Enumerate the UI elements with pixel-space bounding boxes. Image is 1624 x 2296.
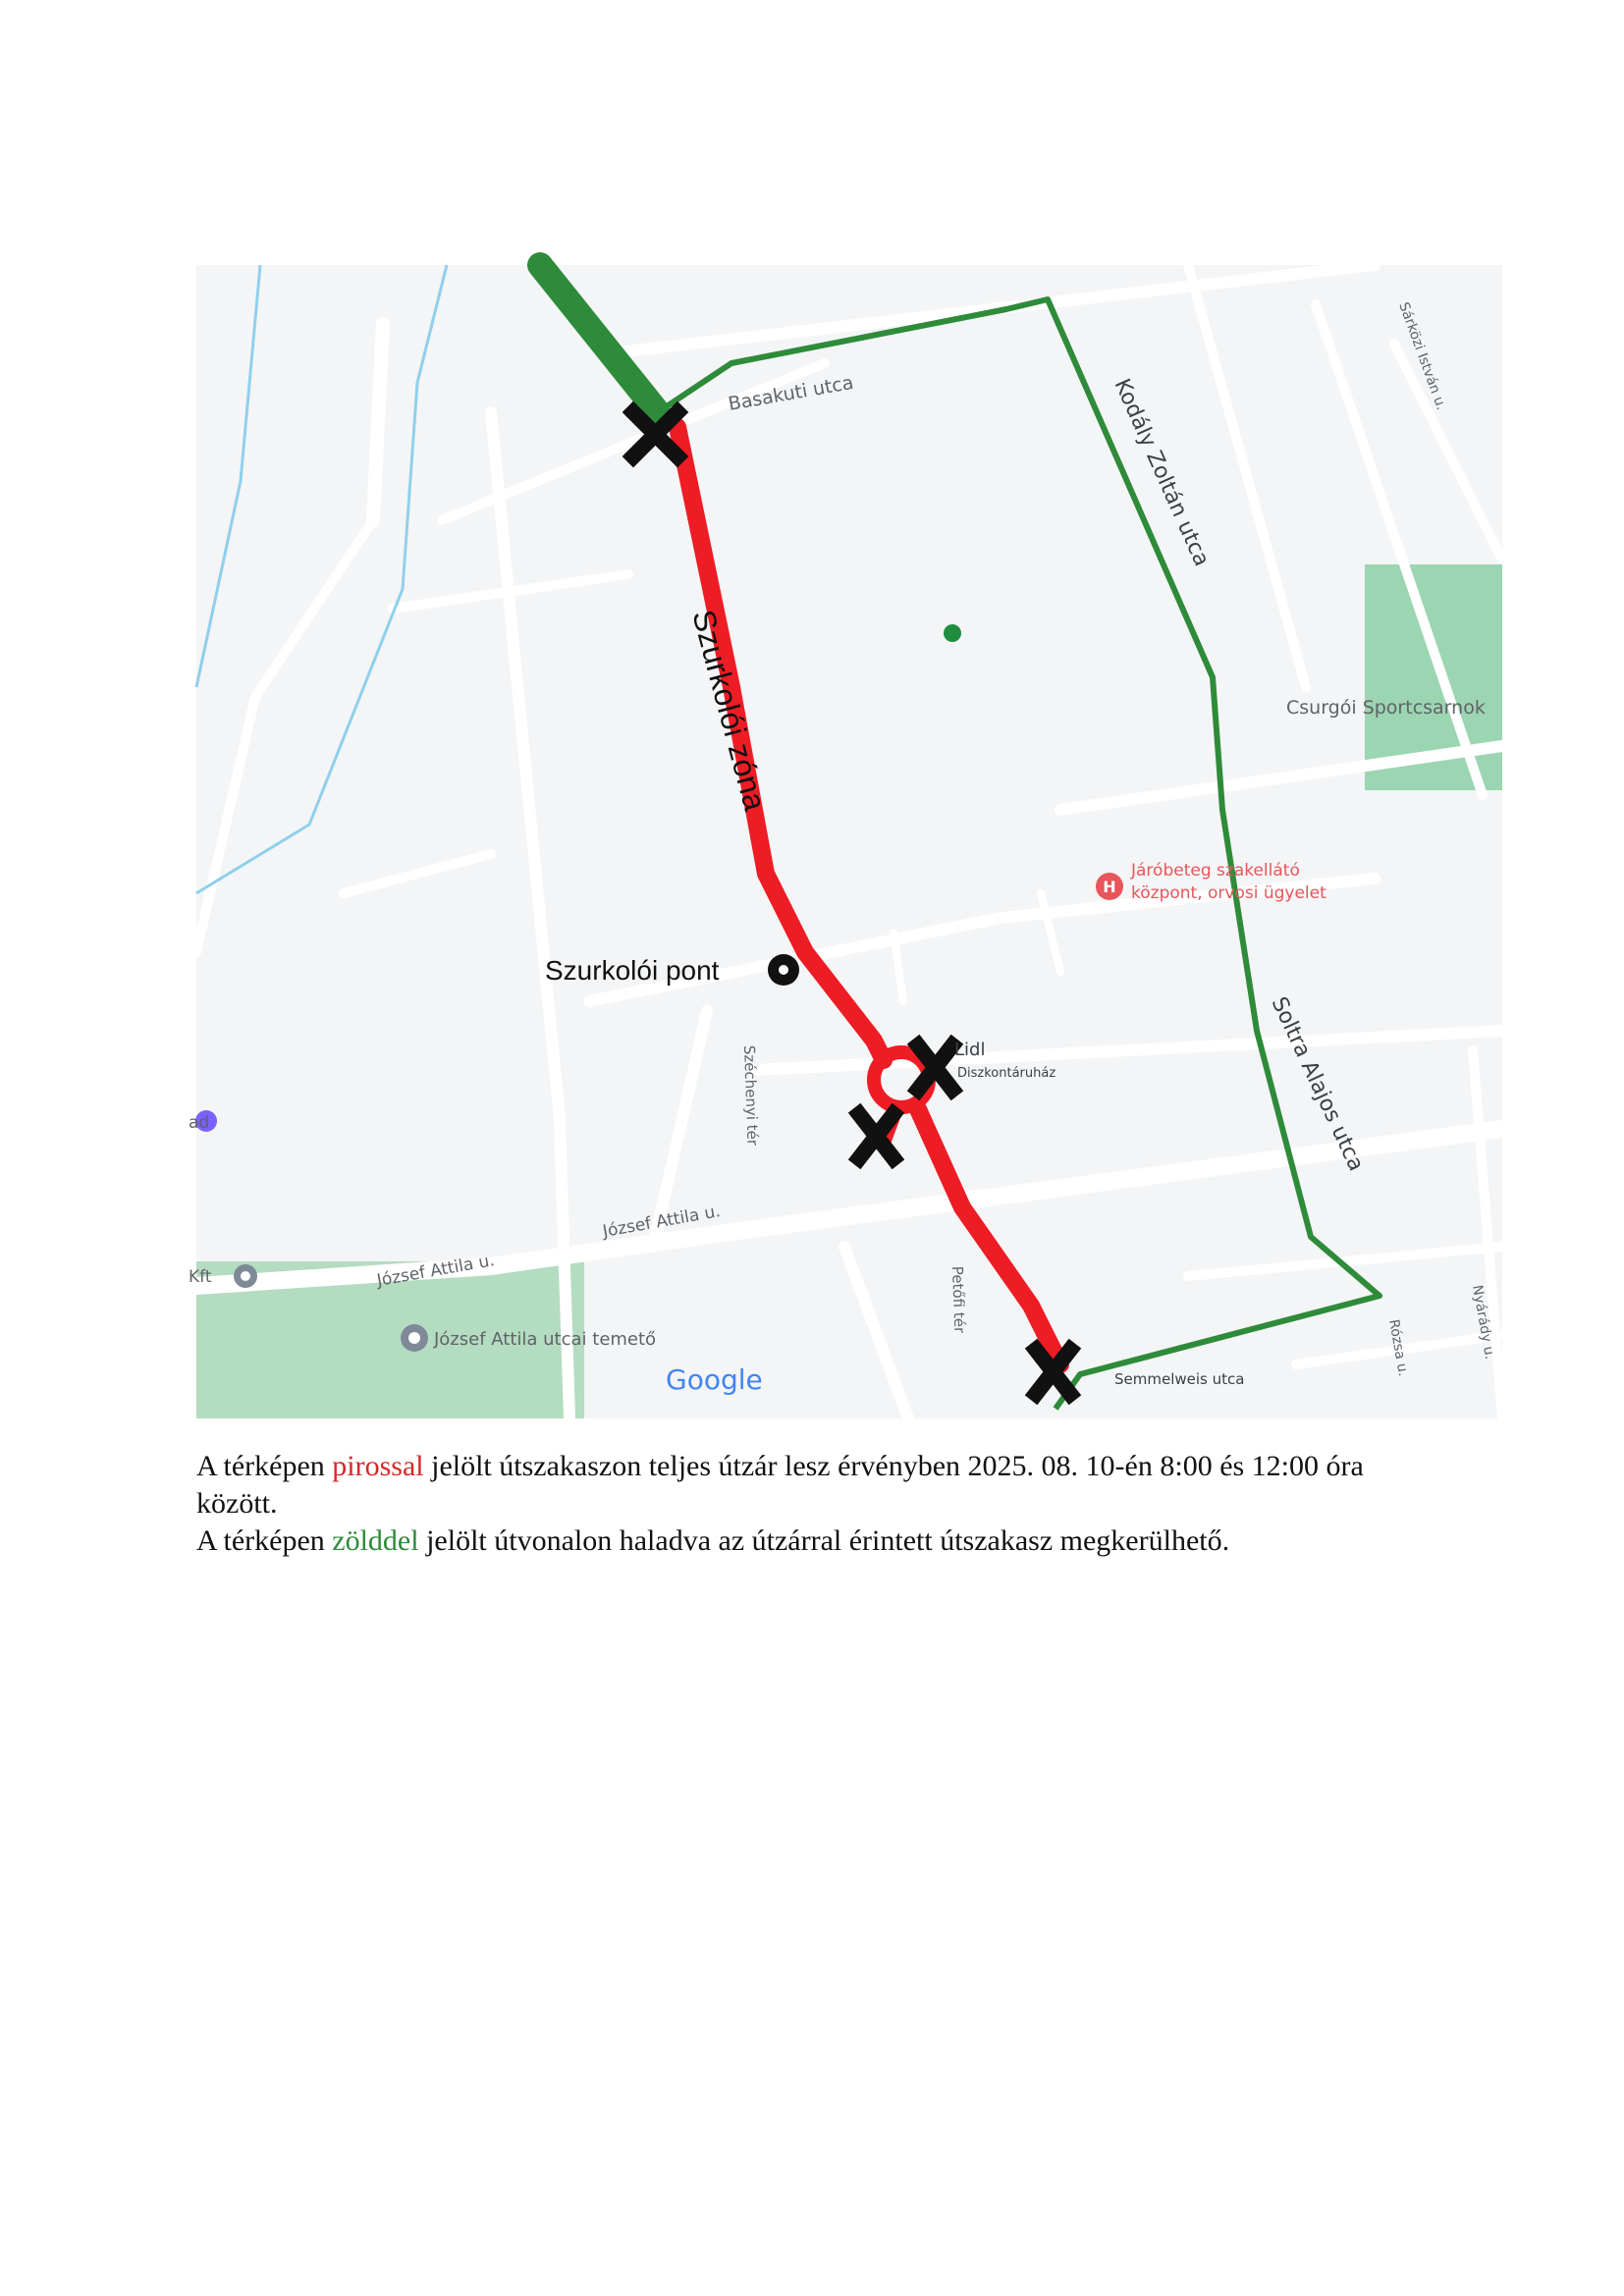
route-map xyxy=(189,265,1502,1418)
zone-label: Szurkolói zóna xyxy=(685,606,774,815)
left-edge-label-1: ad xyxy=(189,1113,210,1133)
street-label-petofi: Petőfi tér xyxy=(948,1265,969,1334)
hospital-label-line1: Járóbeteg szakellátó xyxy=(1131,861,1300,881)
street-network xyxy=(196,265,1502,1418)
caption xyxy=(196,1448,1434,1560)
street-label-szechenyi: Széchenyi tér xyxy=(740,1044,762,1147)
canal-line xyxy=(196,265,260,687)
street-label-soltra: Soltra Alajos utca xyxy=(1266,992,1369,1175)
cemetery-label: József Attila utcai temető xyxy=(434,1329,657,1350)
street-label-kodaly: Kodály Zoltán utca xyxy=(1109,375,1215,570)
street-label-jozsef-attila-1: József Attila u. xyxy=(375,1251,497,1291)
street-label-semmelweis: Semmelweis utca xyxy=(1114,1370,1245,1388)
caption-red-word: pirossal xyxy=(332,1450,424,1482)
svg-text:H: H xyxy=(1103,878,1116,896)
street-label-basakuti: Basakuti utca xyxy=(727,371,855,415)
street-label-nyaradyi: Nyárády u. xyxy=(1469,1283,1498,1362)
caption-green-word: zölddel xyxy=(332,1524,419,1557)
google-logo: Google xyxy=(666,1363,763,1396)
sports-hall-label: Csurgói Sportcsarnok xyxy=(1286,697,1486,719)
left-edge-label-2: Kft xyxy=(189,1267,212,1287)
street-label-rozsa: Rózsa u. xyxy=(1385,1317,1412,1378)
caption-line-1: A térképen pirossal jelölt útszakaszon teljes útzár lesz érvényben 2025. 08. 10-én 8:00 és 12:00 óra között. xyxy=(196,1450,1364,1520)
lidl-label: Lidl xyxy=(954,1040,986,1060)
street-label-sarkozi: Sárközi István u. xyxy=(1395,299,1449,412)
map-canvas xyxy=(189,265,1502,1418)
fan-point-label: Szurkolói pont xyxy=(545,955,720,986)
green-poi-dot xyxy=(944,624,961,642)
street-label-jozsef-attila-2: József Attila u. xyxy=(601,1201,723,1242)
hospital-label-line2: központ, orvosi ügyelet xyxy=(1131,883,1326,903)
caption-line-2: A térképen zölddel jelölt útvonalon haladva az útzárral érintett útszakasz megkerülhető. xyxy=(196,1524,1230,1557)
lidl-sub-label: Diszkontáruház xyxy=(957,1066,1056,1081)
